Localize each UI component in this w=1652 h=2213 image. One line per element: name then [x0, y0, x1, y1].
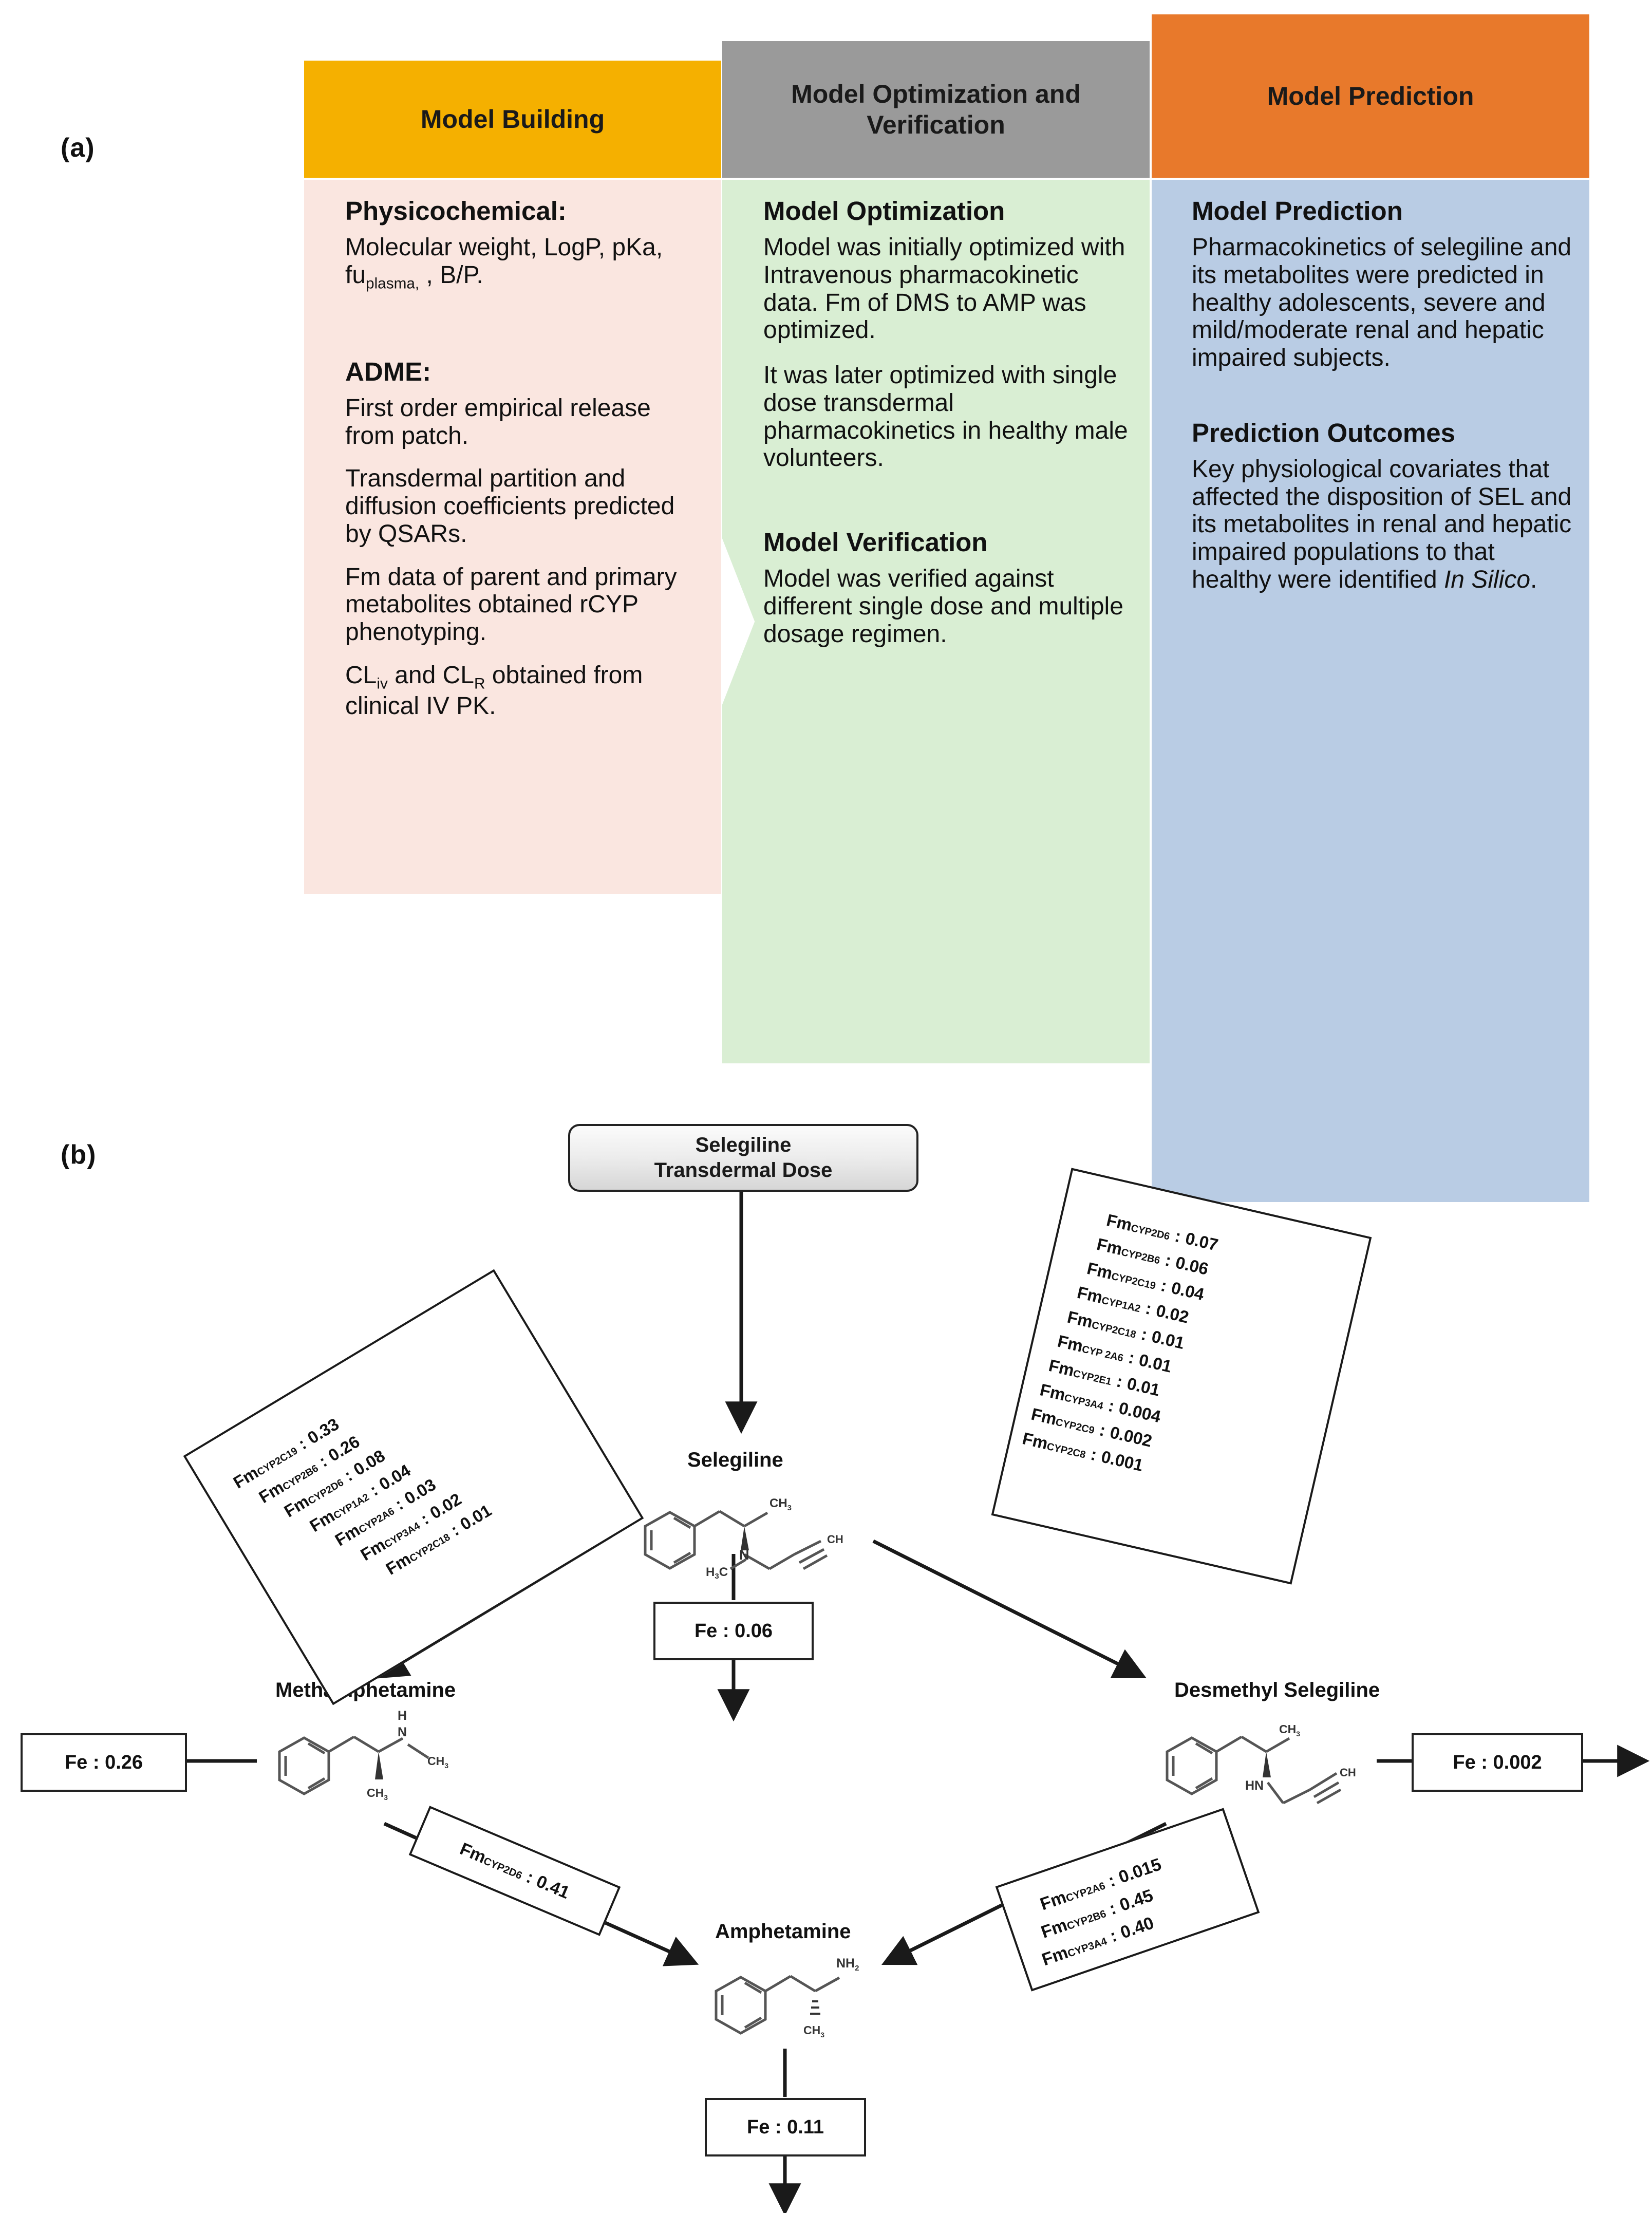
fm-value: 0.01 — [456, 1501, 495, 1534]
text-model-building — [345, 196, 705, 738]
paragraph-optimization-2: It was later optimized with single dose transdermal pharmacokinetics in healthy male volunteers. — [763, 362, 1128, 472]
heading-prediction-outcomes: Prediction Outcomes — [1192, 418, 1455, 447]
fm-value: 0.08 — [350, 1446, 388, 1479]
dose-box-selegiline-transdermal — [568, 1124, 918, 1192]
fm-enzyme-label: FmCYP3A4 — [357, 1520, 422, 1564]
dose-box-line1: Selegiline — [695, 1134, 792, 1157]
text-model-optimization — [763, 196, 1129, 665]
svg-text:NH2: $NH_2$ — [836, 1956, 859, 1973]
fm-value: 0.45 — [1117, 1885, 1156, 1915]
dose-box-line2: Transdermal Dose — [654, 1159, 833, 1181]
fm-enzyme-label: FmCYP2D6 — [280, 1476, 346, 1521]
svg-text:N: N — [398, 1725, 407, 1739]
fm-value: 0.33 — [304, 1414, 343, 1448]
paragraph-adme-2: Transdermal partition and diffusion coefficients predicted by QSARs. — [345, 465, 675, 548]
fm-value: 0.01 — [1150, 1326, 1187, 1353]
compound-label-selegiline: Selegiline — [687, 1449, 783, 1471]
fm-separator: : — [447, 1520, 462, 1540]
fm-value: 0.40 — [1118, 1913, 1157, 1943]
fm-enzyme-label: FmCYP2B6 — [1095, 1234, 1161, 1267]
fm-value: 0.07 — [1184, 1228, 1221, 1254]
paragraph-outcomes-1: Key physiological covariates that affected the disposition of SEL and its metabolites in renal and hepatic impaired populations to that healthy were identified In Silico. — [1192, 455, 1572, 593]
compound-label-amphetamine: Amphetamine — [715, 1920, 851, 1943]
fm-enzyme-label: FmCYP1A2 — [306, 1491, 371, 1535]
fm-value: 0.04 — [1169, 1278, 1206, 1304]
heading-adme: ADME: — [345, 357, 431, 386]
fm-enzyme-label: FmCYP2D6 — [1104, 1210, 1171, 1243]
structure-selegiline — [630, 1477, 907, 1611]
fm-separator: : — [366, 1480, 381, 1499]
paragraph-adme-4: $CL_{iv}$ and $CL_R$ obtained from clinical IV PK. — [345, 661, 643, 720]
fe-box-desmethyl-selegiline: Fe : 0.002 — [1412, 1733, 1583, 1792]
panel-a-label: (a) — [61, 133, 95, 163]
fm-value: 0.01 — [1125, 1374, 1162, 1400]
fm-enzyme-label: FmCYP2C19 — [1085, 1259, 1157, 1292]
svg-text:H3C: $H_3C$ — [706, 1565, 728, 1581]
fm-separator: : — [1127, 1347, 1137, 1367]
svg-text:CH: CH — [827, 1533, 843, 1546]
fm-enzyme-label: FmCYP2B6 — [1038, 1908, 1108, 1942]
fm-value: 0.001 — [1099, 1447, 1146, 1475]
fm-separator: : — [417, 1509, 432, 1528]
fm-separator: : — [1173, 1226, 1183, 1246]
fm-enzyme-label: FmCYP 2A6 — [1056, 1331, 1124, 1364]
svg-text:CH3: $CH_3$ — [803, 2023, 825, 2039]
svg-text:CH: CH — [1340, 1766, 1356, 1779]
fm-separator: : — [391, 1494, 407, 1514]
fm-value: 0.015 — [1116, 1854, 1164, 1887]
paragraph-adme-1: First order empirical release from patch. — [345, 394, 651, 449]
fm-enzyme-label: FmCYP3A4 — [1038, 1380, 1104, 1412]
fm-enzyme-label: FmCYP1A2 — [1075, 1283, 1142, 1315]
fm-enzyme-label: FmCYP2A6 — [1038, 1880, 1107, 1915]
compound-label-desmethyl-selegiline: Desmethyl Selegiline — [1174, 1679, 1380, 1701]
arrow-selegiline-to-desmethyl — [873, 1541, 1141, 1676]
fm-separator: : — [315, 1451, 330, 1471]
compound-label-methamphetamine: Methamphetamine — [275, 1679, 456, 1701]
fm-enzyme-label: FmCYP2C18 — [1065, 1307, 1137, 1341]
svg-text:CH3: $CH_3$ — [427, 1754, 449, 1770]
fm-separator: : — [1106, 1396, 1117, 1416]
paragraph-physicochemical: Molecular weight, LogP, pKa, $fu_{plasma,}$ , B/P. — [345, 234, 663, 292]
fm-value: 0.002 — [1108, 1422, 1154, 1451]
paragraph-prediction-1: Pharmacokinetics of selegiline and its metabolites were predicted in healthy adolescents, severe and mild/moderate renal and hepatic impaired subjects. — [1192, 234, 1572, 372]
svg-text:CH3: $CH_3$ — [1279, 1722, 1301, 1738]
fm-value: 0.01 — [1137, 1349, 1174, 1376]
fm-enzyme-label: FmCYP2C19 — [230, 1445, 300, 1492]
fe-box-selegiline: Fe : 0.06 — [653, 1602, 814, 1660]
fm-value: 0.41 — [533, 1871, 573, 1903]
fm-separator: : — [1097, 1420, 1107, 1440]
fm-enzyme-label: FmCYP2C8 — [1020, 1429, 1087, 1461]
svg-text:CH3: $CH_3$ — [769, 1496, 792, 1512]
fm-separator: : — [341, 1465, 356, 1485]
header-model-building: Model Building — [304, 61, 721, 178]
svg-text:N: N — [739, 1547, 749, 1563]
fe-box-methamphetamine: Fe : 0.26 — [21, 1733, 187, 1792]
heading-model-verification: Model Verification — [763, 528, 988, 557]
panel-b-label: (b) — [61, 1140, 97, 1170]
structure-amphetamine — [702, 1946, 923, 2064]
text-model-prediction — [1192, 196, 1572, 611]
heading-physicochemical: Physicochemical: — [345, 196, 567, 226]
heading-model-prediction: Model Prediction — [1192, 196, 1403, 226]
heading-model-optimization: Model Optimization — [763, 196, 1005, 226]
fm-enzyme-label: FmCYP2D6 — [457, 1839, 524, 1882]
fm-separator: : — [1139, 1324, 1150, 1344]
header-model-prediction: Model Prediction — [1152, 14, 1589, 178]
svg-text:CH3: $CH_3$ — [367, 1786, 388, 1802]
fm-value: 0.004 — [1117, 1398, 1163, 1427]
fm-separator: : — [523, 1867, 537, 1887]
fm-value: 0.02 — [426, 1489, 465, 1523]
fm-separator: : — [294, 1434, 310, 1453]
italic-in-silico: In Silico — [1443, 566, 1531, 593]
fe-box-amphetamine: Fe : 0.11 — [705, 2098, 866, 2156]
fm-enzyme-label: FmCYP2C18 — [382, 1531, 453, 1579]
svg-text:H: H — [398, 1709, 407, 1723]
svg-text:HN: HN — [1245, 1778, 1264, 1793]
fm-value: 0.26 — [325, 1431, 363, 1465]
fm-separator: : — [1088, 1445, 1099, 1465]
fm-value: 0.04 — [376, 1460, 414, 1494]
fm-separator: : — [1163, 1250, 1173, 1270]
fm-value: 0.06 — [1174, 1252, 1210, 1279]
fm-separator: : — [1107, 1926, 1120, 1946]
fm-separator: : — [1159, 1276, 1169, 1296]
fm-enzyme-label: FmCYP2B6 — [255, 1462, 321, 1507]
fm-value: 0.03 — [401, 1474, 439, 1508]
fm-separator: : — [1115, 1371, 1125, 1391]
fm-enzyme-label: FmCYP3A4 — [1039, 1936, 1109, 1970]
structure-methamphetamine — [265, 1704, 491, 1833]
fm-value: 0.02 — [1154, 1301, 1191, 1327]
fm-separator: : — [1143, 1298, 1154, 1319]
fm-separator: : — [1106, 1898, 1119, 1919]
fm-separator: : — [1105, 1870, 1118, 1891]
header-model-optimization-verification: Model Optimization and Verification — [722, 41, 1150, 178]
paragraph-adme-3: Fm data of parent and primary metabolites obtained rCYP phenotyping. — [345, 563, 677, 646]
fm-enzyme-label: FmCYP2C9 — [1029, 1404, 1096, 1437]
fm-enzyme-label: FmCYP2E1 — [1047, 1355, 1113, 1388]
fm-enzyme-label: FmCYP2A6 — [331, 1505, 397, 1550]
paragraph-optimization-1: Model was initially optimized with Intravenous pharmacokinetic data. Fm of DMS to AMP was optimized. — [763, 234, 1125, 344]
structure-desmethyl-selegiline — [1153, 1704, 1394, 1833]
paragraph-verification-1: Model was verified against different single dose and multiple dosage regimen. — [763, 565, 1123, 648]
